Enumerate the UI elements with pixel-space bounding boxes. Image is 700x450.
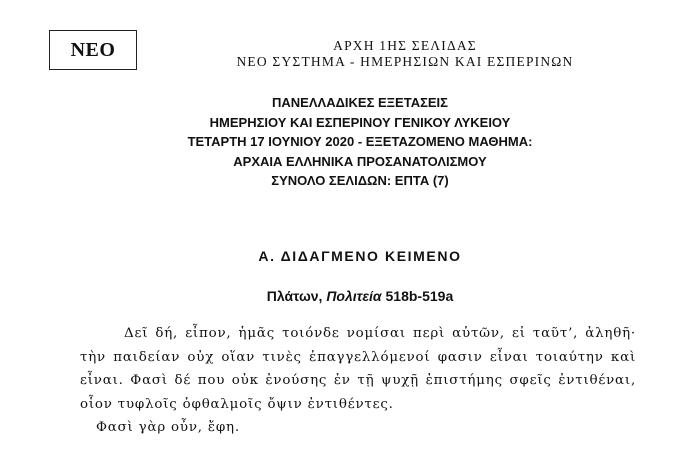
- page-start-label: ΑΡΧΗ 1ΗΣ ΣΕΛΙΔΑΣ: [333, 38, 477, 53]
- exam-info: [60, 93, 660, 191]
- system-label: ΝΕΟ ΣΥΣΤΗΜΑ - ΗΜΕΡΗΣΙΩΝ ΚΑΙ ΕΣΠΕΡΙΝΩΝ: [236, 54, 574, 69]
- page-header: [140, 38, 670, 70]
- passage-paragraph: Δεῖ δή, εἶπον, ἡμᾶς τοιόνδε νομίσαι περὶ αὐτῶν, εἰ ταῦτ’, ἀληθῆ· τὴν παιδείαν οὐχ οἵαν τινὲς ἐπαγγελλόμενοί φασιν εἶναι τοιαύτην καὶ εἶναι. Φασὶ δέ που οὐκ ἐνούσης ἐν τῇ ψυχῇ ἐπιστήμης σφεῖς ἐντιθέναι, οἷον τυφλοῖς ὀφθαλμοῖς ὄψιν ἐντιθέντες.: [80, 326, 636, 412]
- subject-name: ΑΡΧΑΙΑ ΕΛΛΗΝΙΚΑ ΠΡΟΣΑΝΑΤΟΛΙΣΜΟΥ: [233, 153, 487, 169]
- version-badge: [49, 30, 137, 70]
- version-label: ΝΕΟ: [70, 38, 116, 61]
- passage-reference: 518b-519a: [381, 288, 454, 304]
- work-title: Πολιτεία: [326, 288, 382, 304]
- source-citation: [60, 288, 660, 304]
- page-count: ΣΥΝΟΛΟ ΣΕΛΙΔΩΝ: ΕΠΤΑ (7): [271, 173, 449, 188]
- exam-title: ΠΑΝΕΛΛΑΔΙΚΕΣ ΕΞΕΤΑΣΕΙΣ: [272, 95, 448, 110]
- greek-passage: [80, 322, 636, 440]
- school-type: ΗΜΕΡΗΣΙΟΥ ΚΑΙ ΕΣΠΕΡΙΝΟΥ ΓΕΝΙΚΟΥ ΛΥΚΕΙΟΥ: [209, 114, 511, 130]
- author-name: Πλάτων,: [266, 288, 327, 304]
- exam-date-subject: ΤΕΤΑΡΤΗ 17 ΙΟΥΝΙΟΥ 2020 - ΕΞΕΤΑΖΟΜΕΝΟ ΜΑΘΗΜΑ:: [187, 134, 533, 149]
- section-heading: Α. ΔΙΔΑΓΜΕΝΟ ΚΕΙΜΕΝΟ: [258, 248, 462, 264]
- passage-reply: Φασὶ γὰρ οὖν, ἔφη.: [96, 420, 240, 435]
